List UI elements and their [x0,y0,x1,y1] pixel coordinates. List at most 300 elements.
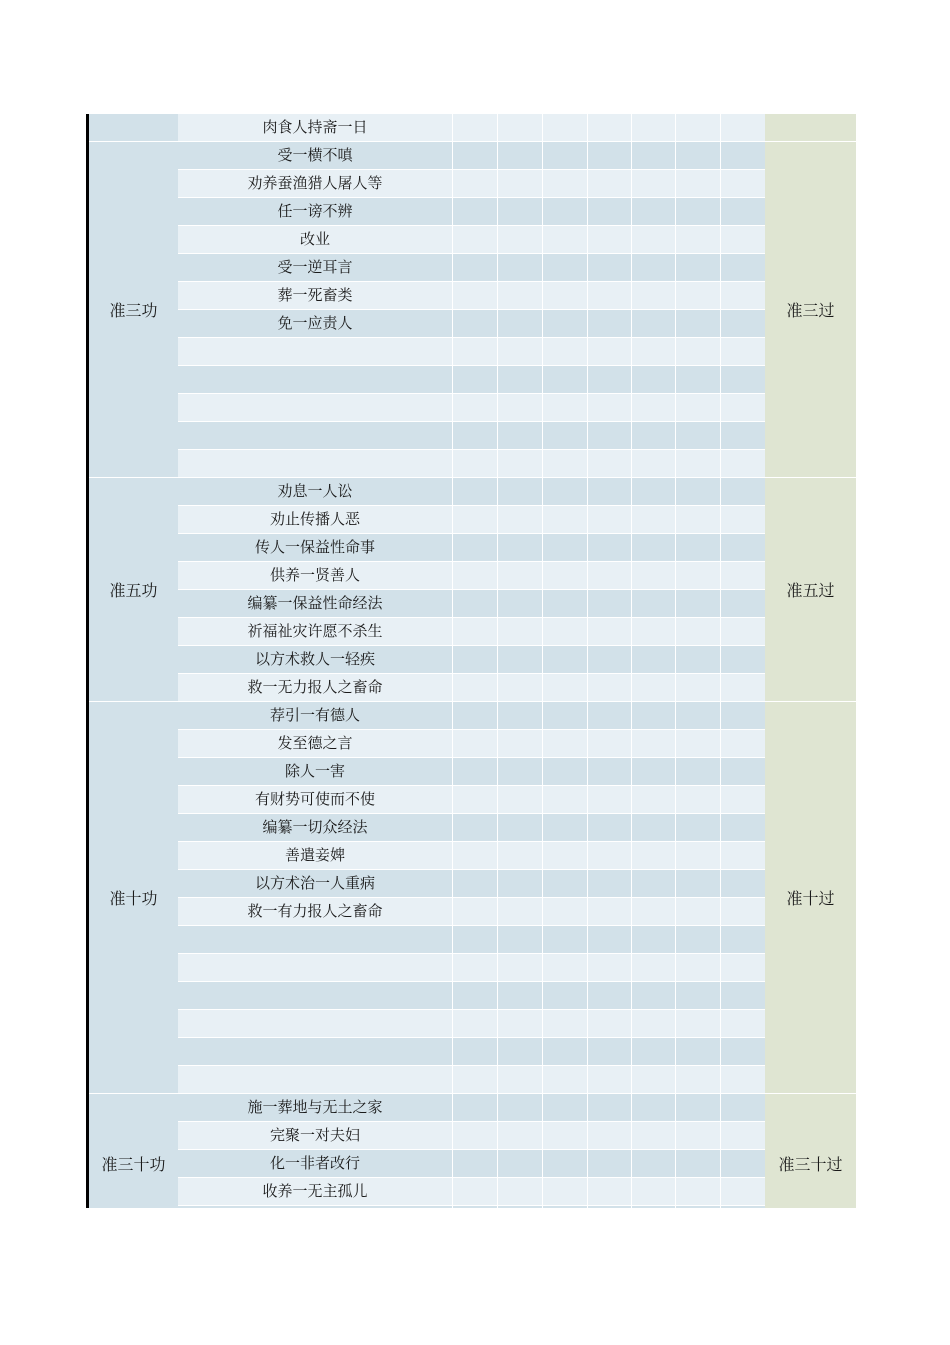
table-row [178,590,765,618]
tally-cell [498,226,543,253]
tally-cell [721,1178,765,1205]
tally-cell [543,254,588,281]
tally-cell [498,198,543,225]
tally-cell [498,254,543,281]
item-text-cell [178,1066,453,1093]
tally-cell [498,702,543,729]
tally-cell [721,590,765,617]
tally-cell [721,506,765,533]
tally-cell [498,478,543,505]
tally-cell [588,422,632,449]
tally-cell [676,982,721,1009]
tally-cell [588,1066,632,1093]
tally-cell [721,254,765,281]
tally-cell [676,114,721,141]
tally-cell [453,842,498,869]
tally-cell [543,534,588,561]
item-text-cell: 受一逆耳言 [178,254,453,281]
item-text-cell [178,1038,453,1065]
tally-cell [453,310,498,337]
tally-cell [543,1094,588,1121]
tally-cell [498,506,543,533]
table-row [178,982,765,1010]
tally-cell [588,338,632,365]
tally-cell [453,1094,498,1121]
table-row [178,1010,765,1038]
tally-cell [453,898,498,925]
tally-cell [632,394,676,421]
tally-cell [632,870,676,897]
table-row [178,1066,765,1094]
table-row [178,478,765,506]
tally-cell [676,954,721,981]
tally-cell [632,1122,676,1149]
tally-cell [632,142,676,169]
tally-cell [543,982,588,1009]
tally-cell [721,226,765,253]
table-row [178,1122,765,1150]
tally-cell [498,1150,543,1177]
item-text-cell: 葬一死畜类 [178,282,453,309]
tally-cell [543,814,588,841]
tally-cell [632,338,676,365]
tally-cell [632,254,676,281]
tally-cell [676,898,721,925]
tally-cell [498,1038,543,1065]
tally-cell [453,590,498,617]
tally-cell [543,170,588,197]
tally-cell [588,982,632,1009]
item-text-cell: 免一应责人 [178,310,453,337]
tally-cell [498,842,543,869]
item-text-cell: 任一谤不辨 [178,198,453,225]
tally-cell [721,618,765,645]
table-row [178,422,765,450]
tally-cell [543,786,588,813]
tally-cell [453,254,498,281]
tally-cell [632,590,676,617]
tally-cell [632,842,676,869]
tally-cell [588,142,632,169]
tally-cell [543,1206,588,1208]
tally-cell [453,730,498,757]
tally-cell [676,282,721,309]
item-text-cell: 救一无力报人之畜命 [178,674,453,701]
table-row [178,1178,765,1206]
tally-cell [453,114,498,141]
tally-cell [543,674,588,701]
tally-cell [498,1094,543,1121]
tally-cell [543,1038,588,1065]
tally-cell [676,310,721,337]
tally-cell [498,562,543,589]
table-row [178,506,765,534]
tally-cell [721,170,765,197]
tally-cell [453,646,498,673]
tally-cell [632,758,676,785]
tally-cell [588,1206,632,1208]
tally-cell [588,702,632,729]
tally-cell [676,534,721,561]
tally-cell [498,898,543,925]
table-row [178,562,765,590]
table-row [178,254,765,282]
item-text-cell: 以方术治一人重病 [178,870,453,897]
tally-cell [453,786,498,813]
tally-cell [676,870,721,897]
tally-cell [632,114,676,141]
item-text-cell [178,422,453,449]
tally-cell [632,506,676,533]
tally-cell [453,338,498,365]
tally-cell [498,590,543,617]
tally-cell [721,646,765,673]
table-row [178,450,765,478]
item-text-cell [178,450,453,477]
tally-cell [588,1038,632,1065]
tally-cell [543,590,588,617]
item-text-cell: 受一横不嗔 [178,142,453,169]
tally-cell [498,646,543,673]
table-row [178,1150,765,1178]
item-text-cell: 祈福祉灾许愿不杀生 [178,618,453,645]
tally-cell [543,198,588,225]
tally-cell [676,646,721,673]
tally-cell [721,926,765,953]
tally-cell [453,926,498,953]
tally-cell [543,898,588,925]
tally-cell [721,674,765,701]
tally-cell [632,954,676,981]
tally-cell [588,730,632,757]
tally-cell [588,478,632,505]
tally-cell [453,506,498,533]
table-row [178,142,765,170]
table-row [178,534,765,562]
tally-cell [588,758,632,785]
table-row [178,786,765,814]
tally-cell [632,282,676,309]
item-text-cell: 化一非者改行 [178,1150,453,1177]
item-text-cell: 编纂一切众经法 [178,814,453,841]
tally-cell [632,646,676,673]
tally-cell [721,758,765,785]
item-text-cell [178,338,453,365]
item-text-cell: 劝养蚕渔猎人屠人等 [178,170,453,197]
tally-cell [453,1122,498,1149]
tally-cell [498,730,543,757]
tally-cell [588,954,632,981]
table-row [178,702,765,730]
tally-cell [676,1094,721,1121]
tally-cell [588,282,632,309]
item-rows [178,1094,765,1208]
tally-cell [632,562,676,589]
tally-cell [721,954,765,981]
tally-cell [588,590,632,617]
tally-cell [721,114,765,141]
merit-label-cell: 准十功 [89,702,178,1094]
tally-cell [453,198,498,225]
item-text-cell: 施一葬地与无土之家 [178,1094,453,1121]
table-row [178,1094,765,1122]
tally-cell [721,422,765,449]
tally-cell [543,422,588,449]
tally-cell [721,702,765,729]
tally-cell [632,366,676,393]
item-text-cell: 传人一保益性命事 [178,534,453,561]
tally-cell [588,562,632,589]
tally-cell [676,478,721,505]
tally-cell [721,870,765,897]
tally-cell [588,450,632,477]
tally-cell [453,534,498,561]
tally-cell [453,814,498,841]
tally-cell [498,114,543,141]
tally-cell [453,674,498,701]
tally-cell [588,394,632,421]
tally-cell [498,1122,543,1149]
tally-cell [588,870,632,897]
tally-cell [721,1122,765,1149]
item-text-cell: 改业 [178,226,453,253]
tally-cell [632,1094,676,1121]
tally-cell [453,1206,498,1208]
tally-cell [632,1178,676,1205]
item-text-cell [178,982,453,1009]
tally-cell [721,814,765,841]
tally-cell [453,394,498,421]
table-row [178,310,765,338]
tally-cell [676,170,721,197]
tally-cell [721,1150,765,1177]
tally-cell [588,1122,632,1149]
tally-cell [588,534,632,561]
tally-cell [498,450,543,477]
item-text-cell: 发至德之言 [178,730,453,757]
tally-cell [721,786,765,813]
merit-label-cell [89,114,178,142]
tally-cell [543,310,588,337]
tally-cell [453,450,498,477]
tally-cell [543,282,588,309]
tally-cell [453,1038,498,1065]
tally-cell [453,1010,498,1037]
tally-cell [632,1066,676,1093]
tally-cell [721,534,765,561]
tally-cell [543,394,588,421]
tally-cell [721,898,765,925]
tally-cell [453,982,498,1009]
tally-cell [676,394,721,421]
tally-cell [676,142,721,169]
tally-cell [543,954,588,981]
tally-cell [721,366,765,393]
tally-cell [721,478,765,505]
table-row [178,618,765,646]
tally-cell [632,898,676,925]
item-text-cell: 劝止传播人恶 [178,506,453,533]
tally-cell [676,1010,721,1037]
tally-cell [632,1010,676,1037]
tally-cell [498,982,543,1009]
item-rows [178,114,765,142]
tally-cell [543,926,588,953]
table-row [178,926,765,954]
table-row [178,758,765,786]
tally-cell [676,1066,721,1093]
tally-cell [721,982,765,1009]
tally-cell [498,954,543,981]
table-row [178,870,765,898]
item-text-cell: 救一有力报人之畜命 [178,898,453,925]
tally-cell [498,310,543,337]
tally-cell [588,1010,632,1037]
item-text-cell: 有财势可使而不使 [178,786,453,813]
tally-cell [721,842,765,869]
table-row [178,1038,765,1066]
tally-cell [588,646,632,673]
table-row [178,226,765,254]
table-row [178,1206,765,1208]
table-row [178,198,765,226]
tally-cell [676,254,721,281]
tally-cell [498,366,543,393]
tally-cell [632,926,676,953]
table-row [178,282,765,310]
tally-cell [632,1150,676,1177]
tally-cell [676,1150,721,1177]
tally-cell [676,450,721,477]
tally-cell [588,114,632,141]
item-rows [178,142,765,478]
table-row [178,842,765,870]
tally-cell [676,422,721,449]
table-row [178,366,765,394]
tally-cell [453,954,498,981]
tally-cell [543,478,588,505]
tally-cell [632,982,676,1009]
tally-cell [632,1206,676,1208]
tally-cell [498,394,543,421]
tally-cell [588,1094,632,1121]
tally-cell [498,1066,543,1093]
tally-cell [632,478,676,505]
tally-cell [543,114,588,141]
tally-cell [453,142,498,169]
item-text-cell: 编纂一保益性命经法 [178,590,453,617]
item-text-cell [178,1206,453,1208]
tally-cell [721,730,765,757]
tally-cell [498,338,543,365]
tally-cell [453,702,498,729]
table-row [178,730,765,758]
tally-cell [632,310,676,337]
table-row [178,814,765,842]
tally-cell [543,450,588,477]
tally-cell [453,618,498,645]
tally-cell [453,1178,498,1205]
tally-cell [721,1010,765,1037]
demerit-label-cell: 准三过 [765,142,856,478]
tally-cell [588,842,632,869]
tally-cell [721,394,765,421]
tally-cell [543,142,588,169]
tally-cell [588,254,632,281]
item-text-cell [178,394,453,421]
tally-cell [721,338,765,365]
tally-cell [676,702,721,729]
tally-cell [498,534,543,561]
tally-cell [588,674,632,701]
tally-cell [498,1206,543,1208]
tally-cell [498,170,543,197]
tally-cell [453,226,498,253]
tally-cell [498,870,543,897]
item-text-cell: 荐引一有德人 [178,702,453,729]
table-row [178,338,765,366]
tally-cell [588,926,632,953]
tally-cell [632,814,676,841]
tally-cell [543,226,588,253]
tally-cell [543,366,588,393]
tally-cell [453,1066,498,1093]
table-row [178,394,765,422]
tally-cell [721,310,765,337]
table-row [178,170,765,198]
tally-cell [588,814,632,841]
tally-cell [721,1038,765,1065]
tally-cell [632,674,676,701]
tally-cell [543,702,588,729]
tally-cell [453,282,498,309]
tally-cell [632,1038,676,1065]
tally-cell [588,786,632,813]
demerit-label-cell [765,114,856,142]
tally-cell [498,618,543,645]
tally-cell [676,226,721,253]
tally-cell [676,590,721,617]
tally-cell [588,310,632,337]
tally-cell [543,1010,588,1037]
item-text-cell [178,954,453,981]
tally-cell [632,422,676,449]
tally-cell [676,198,721,225]
tally-cell [632,730,676,757]
tally-cell [632,198,676,225]
tally-cell [543,562,588,589]
tally-cell [543,338,588,365]
item-text-cell: 劝息一人讼 [178,478,453,505]
tally-cell [543,646,588,673]
demerit-label-cell: 准十过 [765,702,856,1094]
tally-cell [498,926,543,953]
tally-cell [498,758,543,785]
tally-cell [498,282,543,309]
tally-cell [632,786,676,813]
tally-cell [543,618,588,645]
tally-cell [453,366,498,393]
tally-cell [676,674,721,701]
item-text-cell: 善遣妾婢 [178,842,453,869]
tally-cell [721,1094,765,1121]
tally-cell [588,898,632,925]
tally-cell [721,1066,765,1093]
tally-cell [676,842,721,869]
tally-cell [453,170,498,197]
tally-cell [543,1066,588,1093]
item-text-cell: 供养一贤善人 [178,562,453,589]
